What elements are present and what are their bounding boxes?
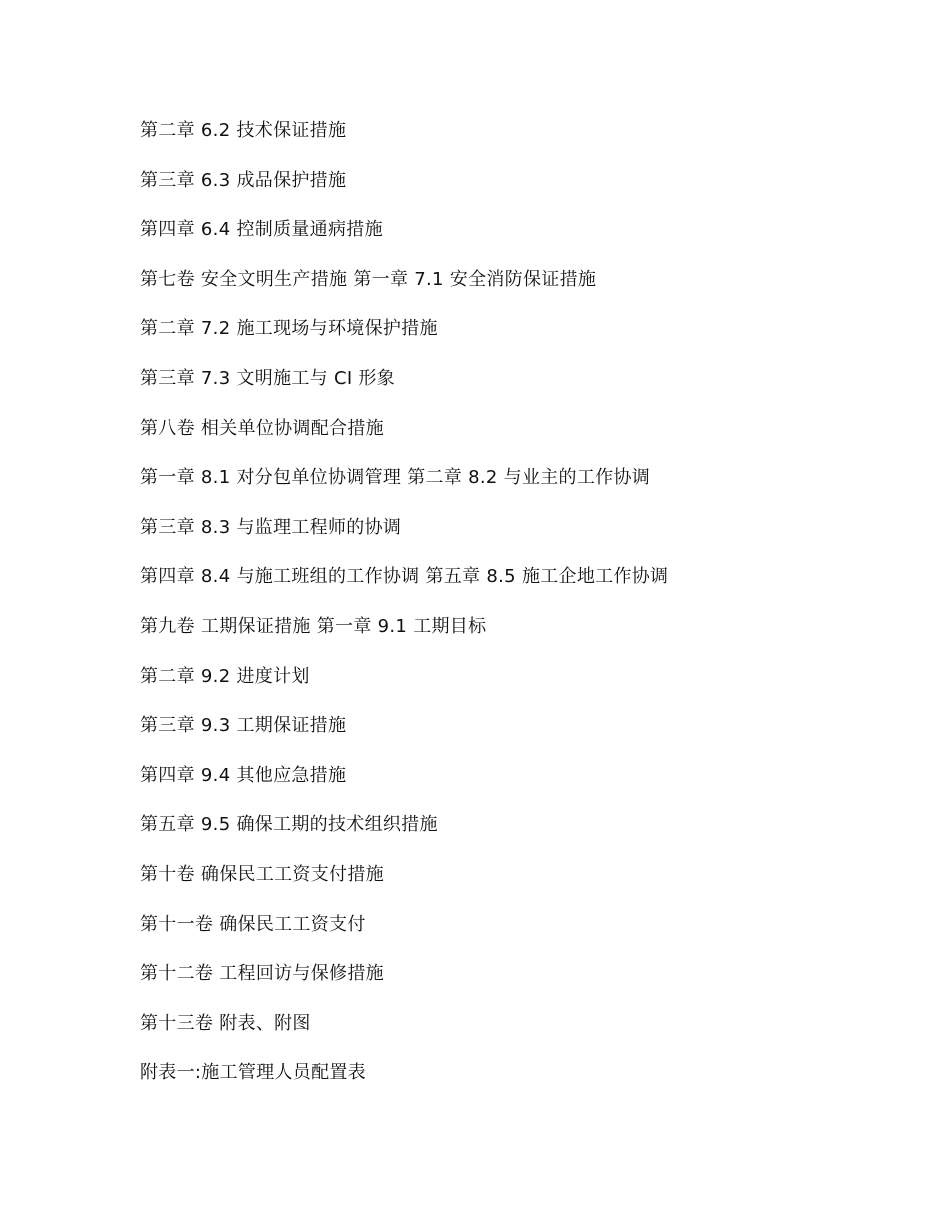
toc-line: 第十三卷 附表、附图 (140, 1012, 311, 1034)
toc-line: 第二章 6.2 技术保证措施 (140, 120, 347, 141)
toc-line: 第七卷 安全文明生产措施 第一章 7.1 安全消防保证措施 (140, 268, 597, 290)
toc-line: 第一章 8.1 对分包单位协调管理 第二章 8.2 与业主的工作协调 (140, 467, 651, 489)
toc-line: 第十卷 确保民工工资支付措施 (140, 863, 384, 885)
toc-line: 第十二卷 工程回访与保修措施 (140, 963, 384, 985)
toc-line: 第三章 6.3 成品保护措施 (140, 169, 347, 191)
toc-line: 第九卷 工期保证措施 第一章 9.1 工期目标 (140, 615, 487, 637)
toc-line: 第五章 9.5 确保工期的技术组织措施 (140, 814, 438, 836)
toc-line: 第十一卷 确保民工工资支付 (140, 913, 366, 935)
toc-line: 第四章 8.4 与施工班组的工作协调 第五章 8.5 施工企地工作协调 (140, 566, 669, 588)
toc-line: 附表一:施工管理人员配置表 (140, 1062, 366, 1084)
toc-line: 第二章 7.2 施工现场与环境保护措施 (140, 318, 438, 340)
toc-line: 第四章 6.4 控制质量通病措施 (140, 219, 383, 241)
toc-line: 第八卷 相关单位协调配合措施 (140, 417, 384, 439)
toc-line: 第二章 9.2 进度计划 (140, 665, 310, 687)
toc-line: 第三章 9.3 工期保证措施 (140, 715, 347, 737)
toc-line: 第三章 8.3 与监理工程师的协调 (140, 516, 402, 538)
table-of-contents (140, 117, 900, 1109)
toc-line: 第四章 9.4 其他应急措施 (140, 764, 347, 786)
toc-line: 第三章 7.3 文明施工与 CI 形象 (140, 367, 396, 389)
